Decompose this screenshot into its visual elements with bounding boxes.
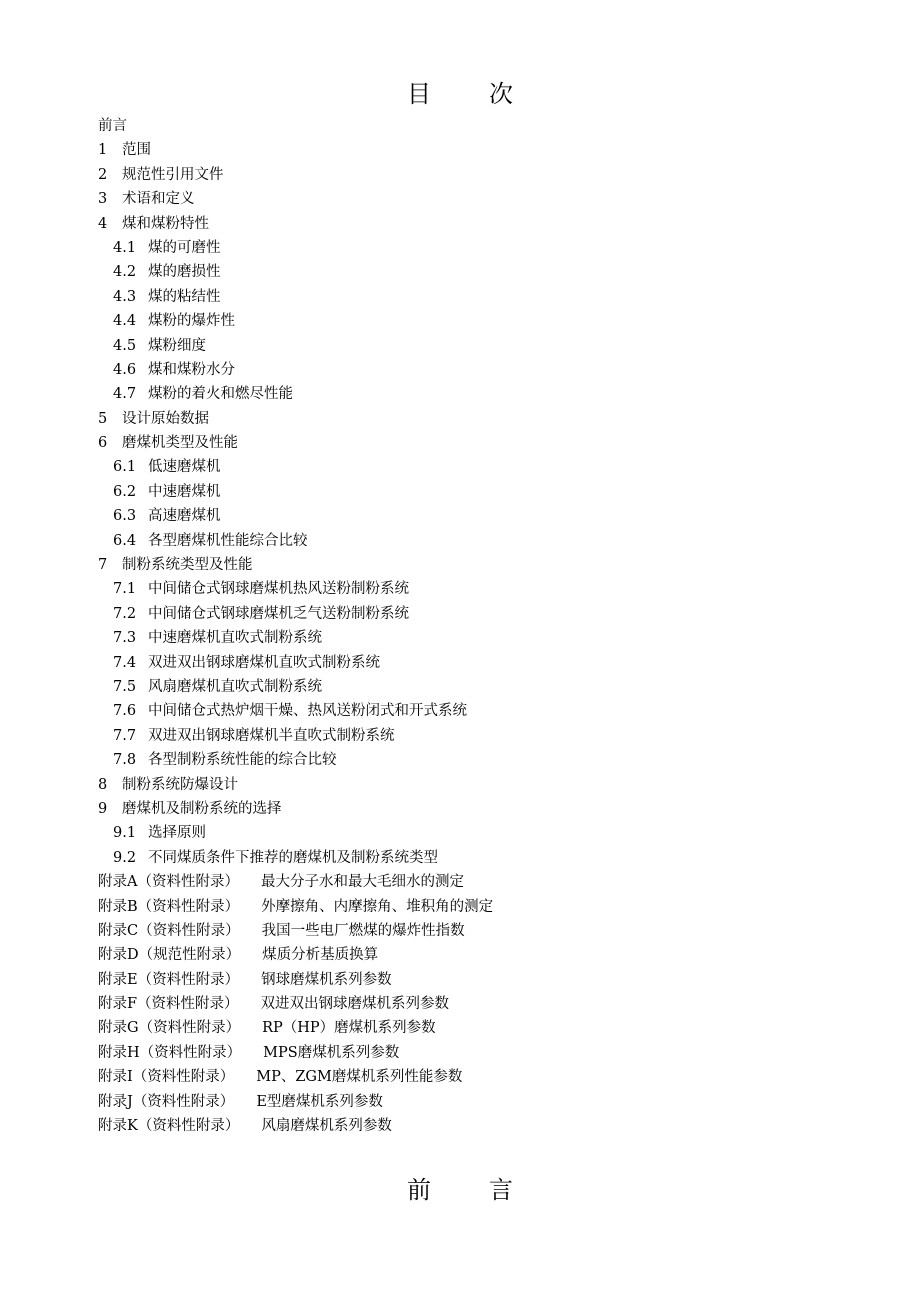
toc-entry-text: 制粉系统防爆设计 xyxy=(122,776,238,793)
toc-appendix-f[interactable] xyxy=(98,992,858,1016)
toc-entry-text: 选择原则 xyxy=(148,825,206,842)
toc-appendix-b[interactable] xyxy=(98,895,858,919)
toc-entry-number: 7.2 xyxy=(113,605,137,622)
toc-appendix-g[interactable] xyxy=(98,1016,858,1040)
toc-entry-2[interactable] xyxy=(98,163,858,187)
toc-entry-text: 各型磨煤机性能综合比较 xyxy=(148,532,308,549)
toc-entry-text: 煤的粘结性 xyxy=(148,288,221,305)
toc-entry-text: 风扇磨煤机直吹式制粉系统 xyxy=(148,678,322,695)
toc-entry-number: 4 xyxy=(98,215,108,232)
toc-appendix-d[interactable] xyxy=(98,943,858,967)
preface-title-char-2: 言 xyxy=(489,1176,513,1204)
toc-entry-text: 各型制粉系统性能的综合比较 xyxy=(148,752,337,769)
toc-entry-number: 4.4 xyxy=(113,313,137,330)
toc-entry-4-1[interactable] xyxy=(98,236,858,260)
toc-appendix-c[interactable] xyxy=(98,919,858,943)
toc-entry-number: 9.2 xyxy=(113,849,137,866)
toc-entry-text: 制粉系统类型及性能 xyxy=(122,557,253,574)
toc-entry-text: 磨煤机及制粉系统的选择 xyxy=(122,800,282,817)
toc-entry-number: 7.4 xyxy=(113,654,137,671)
toc-entry-number: 7.3 xyxy=(113,630,137,647)
toc-entry-number: 6.3 xyxy=(113,508,137,525)
toc-entry-6-4[interactable] xyxy=(98,529,858,553)
toc-entry-text: 术语和定义 xyxy=(122,191,195,208)
toc-entry-text: 中速磨煤机 xyxy=(148,483,221,500)
toc-entry-7[interactable] xyxy=(98,553,858,577)
appendix-label: 附录K（资料性附录） xyxy=(98,1118,240,1135)
toc-entry-7-4[interactable] xyxy=(98,651,858,675)
appendix-title: 双进双出钢球磨煤机系列参数 xyxy=(260,996,450,1013)
toc-entry-text: 煤和煤粉特性 xyxy=(122,215,209,232)
toc-entry-6-3[interactable] xyxy=(98,504,858,528)
toc-title xyxy=(0,74,920,109)
toc-entry-4-3[interactable] xyxy=(98,285,858,309)
toc-entry-6-2[interactable] xyxy=(98,480,858,504)
toc-entry-1[interactable] xyxy=(98,138,858,162)
appendix-title: RP（HP）磨煤机系列参数 xyxy=(262,1020,436,1037)
toc-entry-text: 煤的可磨性 xyxy=(148,239,221,256)
toc-entry-7-8[interactable] xyxy=(98,748,858,772)
toc-title-char-2: 次 xyxy=(489,80,513,108)
toc-entry-number: 9 xyxy=(98,800,108,817)
toc-entry-number: 5 xyxy=(98,410,108,427)
appendix-label: 附录J（资料性附录） xyxy=(98,1093,235,1110)
appendix-label: 附录F（资料性附录） xyxy=(98,996,239,1013)
toc-entry-text: 煤和煤粉水分 xyxy=(148,361,235,378)
appendix-label: 附录D（规范性附录） xyxy=(98,947,241,964)
appendix-label: 附录G（资料性附录） xyxy=(98,1020,241,1037)
toc-entry-text: 磨煤机类型及性能 xyxy=(122,435,238,452)
toc-appendix-e[interactable] xyxy=(98,968,858,992)
toc-entry-number: 6.4 xyxy=(113,532,137,549)
toc-entry-text: 中间储仓式钢球磨煤机热风送粉制粉系统 xyxy=(148,581,409,598)
toc-entry-4-7[interactable] xyxy=(98,382,858,406)
toc-entry-number: 4.6 xyxy=(113,361,137,378)
toc-entry-text: 中速磨煤机直吹式制粉系统 xyxy=(148,630,322,647)
toc-appendix-j[interactable] xyxy=(98,1090,858,1114)
appendix-title: 风扇磨煤机系列参数 xyxy=(261,1118,392,1135)
toc-entry-4-6[interactable] xyxy=(98,358,858,382)
toc-entry-number: 6.2 xyxy=(113,483,137,500)
toc-entry-7-1[interactable] xyxy=(98,577,858,601)
toc-appendix-h[interactable] xyxy=(98,1041,858,1065)
toc-entry-number: 7.8 xyxy=(113,752,137,769)
toc-entry-number: 7.5 xyxy=(113,678,137,695)
toc-entry-text: 范围 xyxy=(122,142,151,159)
toc-entry-text: 前言 xyxy=(98,118,127,134)
toc-entry-number: 8 xyxy=(98,776,108,793)
preface-title xyxy=(0,1170,920,1205)
toc-entry-9-2[interactable] xyxy=(98,846,858,870)
appendix-title: MPS磨煤机系列参数 xyxy=(263,1044,400,1061)
toc-entry-text: 中间储仓式钢球磨煤机乏气送粉制粉系统 xyxy=(148,605,409,622)
preface-title-char-1: 前 xyxy=(407,1176,431,1204)
toc-entry-7-7[interactable] xyxy=(98,724,858,748)
appendix-title: 我国一些电厂燃煤的爆炸性指数 xyxy=(261,922,465,939)
toc-entry-text: 煤粉的着火和燃尽性能 xyxy=(148,386,293,403)
appendix-label: 附录E（资料性附录） xyxy=(98,971,240,988)
toc-entry-number: 2 xyxy=(98,166,108,183)
appendix-label: 附录A（资料性附录） xyxy=(98,874,239,891)
toc-entry-number: 7.1 xyxy=(113,581,137,598)
appendix-title: 钢球磨煤机系列参数 xyxy=(261,971,392,988)
toc-entry-text: 煤的磨损性 xyxy=(148,264,221,281)
toc-entry-number: 3 xyxy=(98,191,108,208)
toc-entry-4-5[interactable] xyxy=(98,334,858,358)
toc-entry-number: 7.7 xyxy=(113,727,137,744)
toc-entry-number: 6.1 xyxy=(113,459,137,476)
toc-entry-text: 设计原始数据 xyxy=(122,410,209,427)
toc-entry-number: 9.1 xyxy=(113,825,137,842)
toc-entry-9[interactable] xyxy=(98,797,858,821)
toc-entry-3[interactable] xyxy=(98,187,858,211)
toc-entry-7-5[interactable] xyxy=(98,675,858,699)
appendix-label: 附录B（资料性附录） xyxy=(98,898,240,915)
toc-entry-number: 4.2 xyxy=(113,264,137,281)
toc-entry-text: 双进双出钢球磨煤机直吹式制粉系统 xyxy=(148,654,380,671)
toc-entry-text: 低速磨煤机 xyxy=(148,459,221,476)
toc-entry-9-1[interactable] xyxy=(98,821,858,845)
toc-entry-4[interactable] xyxy=(98,212,858,236)
toc-entry-text: 双进双出钢球磨煤机半直吹式制粉系统 xyxy=(148,727,395,744)
toc-entry-number: 4.3 xyxy=(113,288,137,305)
appendix-label: 附录I（资料性附录） xyxy=(98,1069,235,1086)
appendix-title: 外摩擦角、内摩擦角、堆积角的测定 xyxy=(261,898,494,915)
appendix-title: 煤质分析基质换算 xyxy=(262,947,379,964)
toc-appendix-a[interactable] xyxy=(98,870,858,894)
appendix-title: 最大分子水和最大毛细水的测定 xyxy=(260,874,464,891)
table-of-contents xyxy=(98,114,858,1138)
toc-entry-8[interactable] xyxy=(98,773,858,797)
toc-entry-preface[interactable] xyxy=(98,114,858,138)
appendix-title: E型磨煤机系列参数 xyxy=(256,1093,383,1110)
toc-entry-number: 4.7 xyxy=(113,386,137,403)
toc-entry-4-2[interactable] xyxy=(98,260,858,284)
toc-entry-number: 4.1 xyxy=(113,239,137,256)
appendix-label: 附录H（资料性附录） xyxy=(98,1044,242,1061)
toc-appendix-i[interactable] xyxy=(98,1065,858,1089)
toc-entry-number: 7 xyxy=(98,557,108,574)
toc-entry-text: 规范性引用文件 xyxy=(122,166,224,183)
toc-appendix-k[interactable] xyxy=(98,1114,858,1138)
toc-entry-text: 不同煤质条件下推荐的磨煤机及制粉系统类型 xyxy=(148,849,438,866)
toc-entry-7-6[interactable] xyxy=(98,699,858,723)
toc-entry-text: 煤粉的爆炸性 xyxy=(148,313,235,330)
toc-entry-number: 7.6 xyxy=(113,703,137,720)
toc-entry-number: 4.5 xyxy=(113,337,137,354)
toc-entry-6[interactable] xyxy=(98,431,858,455)
toc-entry-6-1[interactable] xyxy=(98,455,858,479)
toc-entry-7-2[interactable] xyxy=(98,602,858,626)
toc-entry-number: 6 xyxy=(98,435,108,452)
toc-entry-number: 1 xyxy=(98,142,108,159)
appendix-label: 附录C（资料性附录） xyxy=(98,922,240,939)
toc-entry-text: 中间储仓式热炉烟干燥、热风送粉闭式和开式系统 xyxy=(148,703,467,720)
toc-title-char-1: 目 xyxy=(407,80,431,108)
toc-entry-5[interactable] xyxy=(98,407,858,431)
toc-entry-text: 高速磨煤机 xyxy=(148,508,221,525)
appendix-title: MP、ZGM磨煤机系列性能参数 xyxy=(256,1069,463,1086)
toc-entry-text: 煤粉细度 xyxy=(148,337,206,354)
toc-entry-4-4[interactable] xyxy=(98,309,858,333)
toc-entry-7-3[interactable] xyxy=(98,626,858,650)
